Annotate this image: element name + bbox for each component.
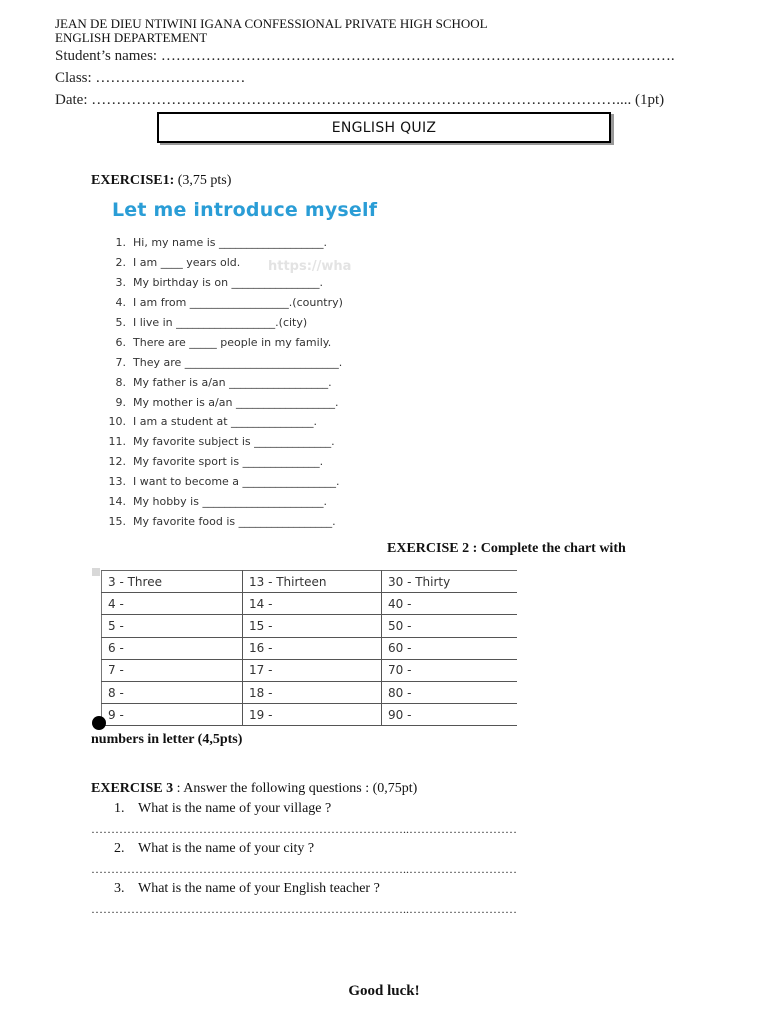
worksheet-item-number: 3.	[115, 276, 126, 290]
chart-cell: 5 -	[102, 615, 243, 637]
worksheet-item	[100, 392, 390, 412]
chart-cell: 40 -	[382, 593, 517, 615]
chart-cell: 4 -	[102, 593, 243, 615]
exercise1-label: EXERCISE1:	[91, 173, 175, 188]
chart-cell: 90 -	[382, 704, 517, 726]
worksheet-item-number: 1.	[115, 236, 126, 250]
worksheet-item-number: 11.	[108, 435, 126, 449]
exercise2-title-cont: numbers in letter (4,5pts)	[91, 732, 243, 747]
worksheet-item-text: My favorite subject is ______________.	[133, 435, 335, 449]
chart-cell: 19 -	[243, 704, 382, 726]
worksheet-item-text: My favorite sport is ______________.	[133, 455, 324, 469]
question-text: What is the name of your village ?	[138, 801, 332, 816]
bullet-dot	[92, 716, 106, 730]
question-text: What is the name of your English teacher ?	[138, 881, 380, 896]
question-item	[114, 880, 380, 897]
chart-corner-mark	[92, 568, 100, 576]
worksheet-item	[100, 452, 390, 472]
worksheet-item-text: There are _____ people in my family.	[133, 335, 332, 349]
introduce-myself-worksheet	[100, 195, 390, 535]
chart-cell: 70 -	[382, 659, 517, 681]
department-name: ENGLISH DEPARTEMENT	[55, 30, 208, 45]
chart-cell: 8 -	[102, 681, 243, 703]
question-number: 1.	[114, 801, 125, 816]
worksheet-item	[100, 492, 390, 512]
chart-row	[102, 593, 517, 615]
numbers-chart	[92, 568, 516, 730]
worksheet-item	[100, 412, 390, 432]
worksheet-item-text: My father is a/an __________________.	[133, 375, 332, 389]
worksheet-watermark: https://wha	[268, 259, 352, 274]
chart-row	[102, 704, 517, 726]
worksheet-item	[100, 332, 390, 352]
chart-cell: 6 -	[102, 637, 243, 659]
good-luck: Good luck!	[348, 983, 420, 999]
students-names-field: Student’s names: ………………………………………………………………………………………….	[55, 48, 675, 64]
worksheet-item	[100, 273, 390, 293]
chart-cell: 17 -	[243, 659, 382, 681]
worksheet-item-number: 6.	[115, 335, 126, 349]
chart-cell: 18 -	[243, 681, 382, 703]
worksheet-item-number: 13.	[108, 475, 126, 489]
worksheet-item-number: 14.	[108, 495, 126, 509]
question-number: 2.	[114, 841, 125, 856]
exercise3-label: EXERCISE 3	[91, 781, 174, 796]
quiz-title: ENGLISH QUIZ	[331, 119, 437, 136]
exercise2-title: EXERCISE 2 : Complete the chart with	[387, 541, 626, 556]
chart-cell: 14 -	[243, 593, 382, 615]
worksheet-item-number: 15.	[108, 514, 126, 528]
worksheet-list	[100, 233, 390, 531]
chart-cell: 15 -	[243, 615, 382, 637]
worksheet-item	[100, 352, 390, 372]
chart-cell: 80 -	[382, 681, 517, 703]
worksheet-item-number: 2.	[115, 256, 126, 270]
worksheet-item-number: 9.	[115, 395, 126, 409]
worksheet-item-text: My hobby is ______________________.	[133, 495, 327, 509]
chart-cell: 13 - Thirteen	[243, 571, 382, 593]
date-field: Date: …………………………………………………………………………………………….... (1pt)	[55, 92, 665, 108]
worksheet-item-number: 7.	[115, 355, 126, 369]
worksheet-item-text: I am a student at _______________.	[133, 415, 318, 429]
answer-line: ……………………………………………………………………..………………………	[91, 902, 517, 916]
chart-cell: 60 -	[382, 637, 517, 659]
worksheet-item-number: 5.	[115, 316, 126, 329]
worksheet-item-text: They are ____________________________.	[133, 355, 343, 369]
worksheet-item-text: I am from __________________.(country)	[133, 296, 343, 310]
numbers-table	[101, 570, 517, 726]
chart-row	[102, 637, 517, 659]
question-item	[114, 840, 314, 857]
question-text: What is the name of your city ?	[138, 841, 315, 856]
chart-row	[102, 571, 517, 593]
exercise3-title	[91, 780, 417, 797]
worksheet-item-text: Hi, my name is ___________________.	[133, 236, 328, 250]
worksheet-item-text: My favorite food is _________________.	[133, 514, 336, 528]
worksheet-item-text: I live in __________________.(city)	[133, 316, 308, 329]
question-item	[114, 800, 331, 817]
quiz-title-box	[157, 112, 611, 143]
class-field: Class: …………………………	[55, 70, 246, 86]
worksheet-item-text: My birthday is on ________________.	[133, 276, 324, 290]
chart-cell: 50 -	[382, 615, 517, 637]
chart-cell: 9 -	[102, 704, 243, 726]
exercise1-title	[91, 172, 231, 189]
exercise1-points: (3,75 pts)	[174, 173, 232, 188]
answer-line: ……………………………………………………………………..………………………	[91, 862, 517, 876]
school-name: JEAN DE DIEU NTIWINI IGANA CONFESSIONAL PRIVATE HIGH SCHOOL	[55, 16, 488, 31]
worksheet-item	[100, 472, 390, 492]
worksheet-item	[100, 432, 390, 452]
worksheet-item	[100, 293, 390, 313]
question-number: 3.	[114, 881, 125, 896]
chart-cell: 7 -	[102, 659, 243, 681]
worksheet-item	[100, 233, 390, 253]
worksheet-item-number: 4.	[115, 296, 126, 310]
chart-row	[102, 681, 517, 703]
worksheet-item-number: 10.	[108, 415, 126, 429]
worksheet-item	[100, 511, 390, 531]
chart-row	[102, 615, 517, 637]
chart-cell: 16 -	[243, 637, 382, 659]
worksheet-item	[100, 253, 390, 273]
worksheet-item-text: I am ____ years old.	[133, 256, 241, 270]
chart-cell: 30 - Thirty	[382, 571, 517, 593]
worksheet-item-number: 8.	[115, 375, 126, 389]
worksheet-item	[100, 372, 390, 392]
chart-row	[102, 659, 517, 681]
worksheet-item-text: I want to become a _________________.	[133, 475, 340, 489]
worksheet-item-number: 12.	[108, 455, 126, 469]
worksheet-heading: Let me introduce myself	[112, 199, 378, 221]
chart-cell: 3 - Three	[102, 571, 243, 593]
worksheet-item	[100, 313, 390, 333]
answer-line: ……………………………………………………………………..………………………	[91, 822, 517, 836]
worksheet-item-text: My mother is a/an __________________.	[133, 395, 339, 409]
exercise3-instruction: : Answer the following questions : (0,75pt)	[173, 781, 418, 796]
